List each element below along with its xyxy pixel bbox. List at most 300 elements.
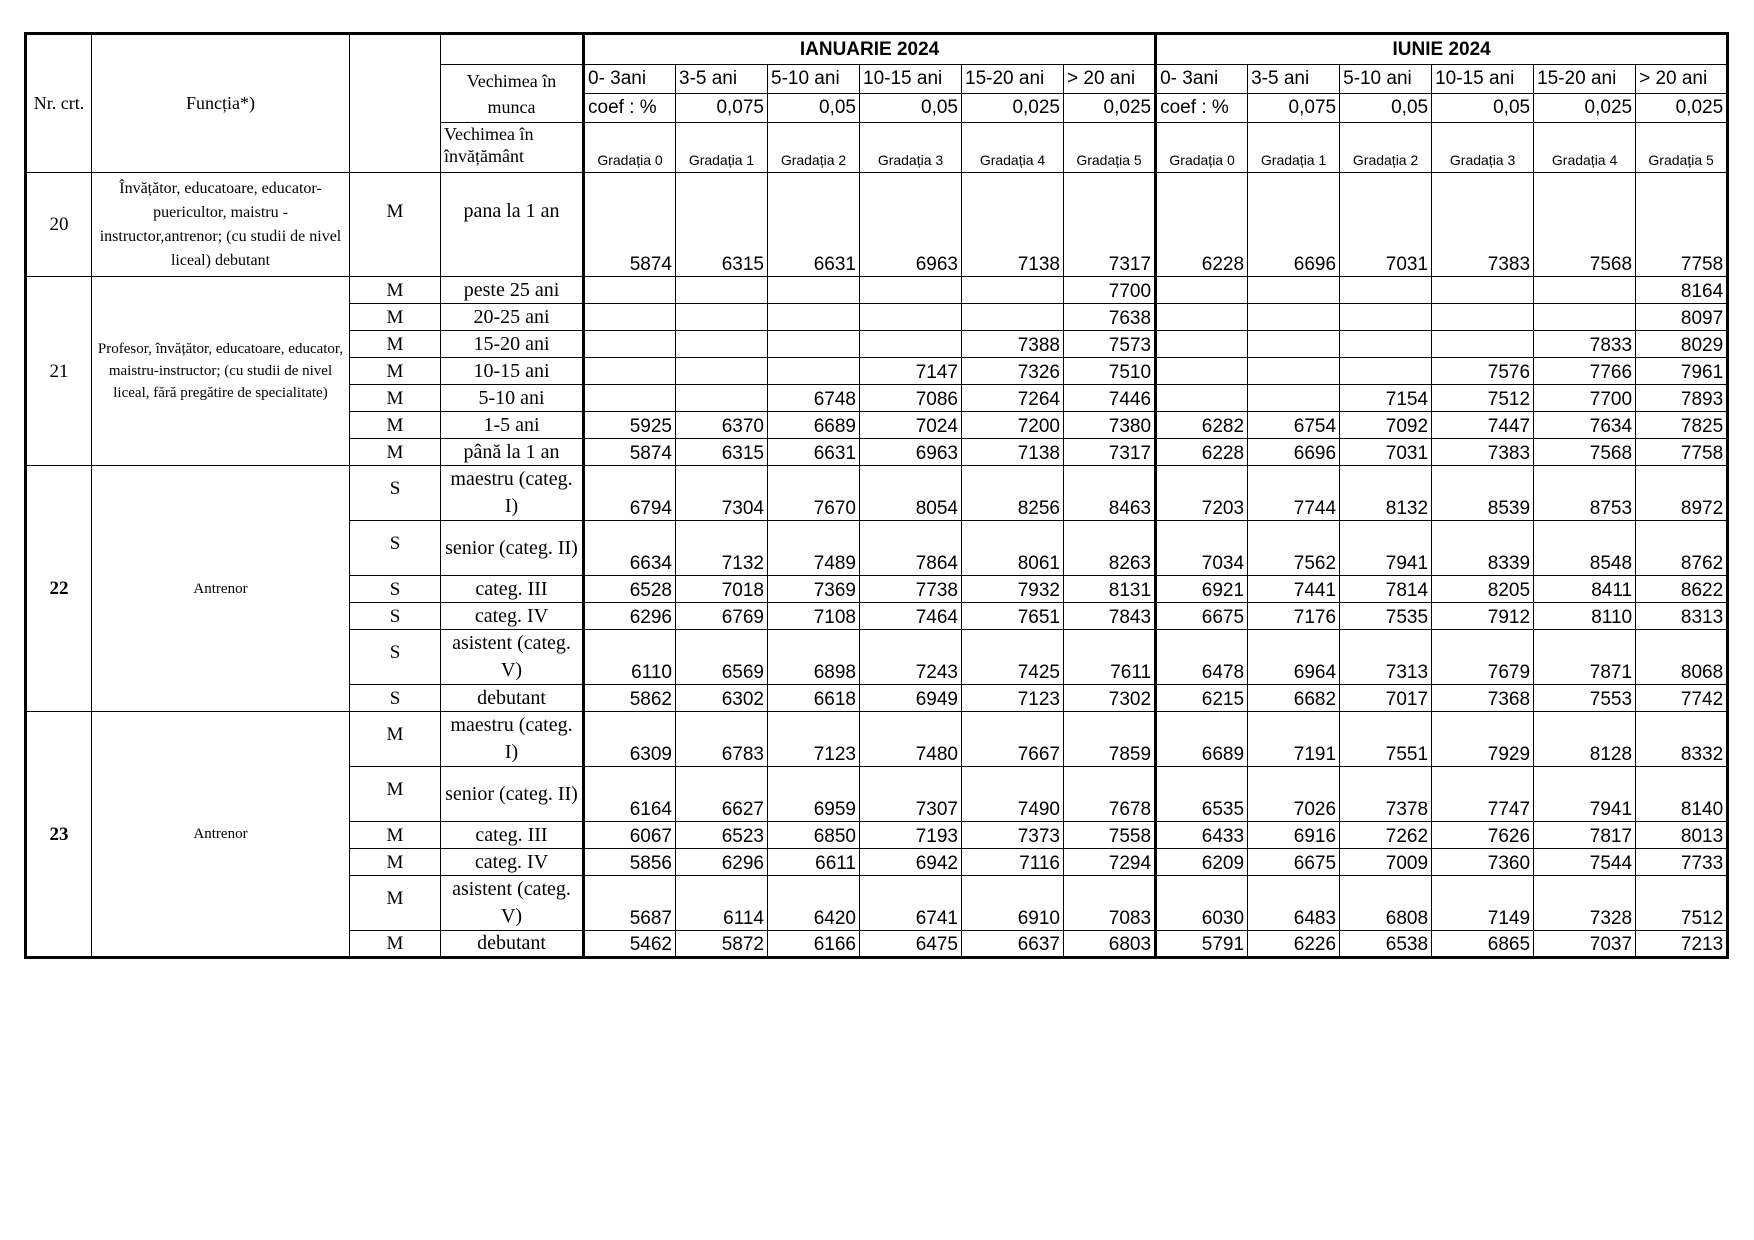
salary-value bbox=[768, 277, 860, 304]
salary-value: 8128 bbox=[1534, 712, 1636, 767]
salary-value: 7302 bbox=[1064, 685, 1156, 712]
salary-value: 7388 bbox=[962, 331, 1064, 358]
salary-value: 6942 bbox=[860, 849, 962, 876]
salary-value bbox=[584, 358, 676, 385]
nivel-studii: M bbox=[350, 712, 441, 767]
salary-value: 7307 bbox=[860, 767, 962, 822]
salary-value bbox=[1156, 385, 1248, 412]
salary-value: 7380 bbox=[1064, 412, 1156, 439]
salary-value: 7490 bbox=[962, 767, 1064, 822]
salary-value: 6741 bbox=[860, 876, 962, 931]
vechime-munca-header: Vechimea în munca bbox=[441, 65, 584, 123]
salary-value: 5687 bbox=[584, 876, 676, 931]
salary-value: 7747 bbox=[1432, 767, 1534, 822]
salary-value: 7360 bbox=[1432, 849, 1534, 876]
salary-value: 6226 bbox=[1248, 931, 1340, 958]
nivel-studii: M bbox=[350, 412, 441, 439]
salary-value: 7667 bbox=[962, 712, 1064, 767]
salary-value: 7558 bbox=[1064, 822, 1156, 849]
salary-value: 6794 bbox=[584, 466, 676, 521]
nivel-studii: M bbox=[350, 358, 441, 385]
salary-value: 6538 bbox=[1340, 931, 1432, 958]
salary-value: 8132 bbox=[1340, 466, 1432, 521]
salary-value bbox=[584, 277, 676, 304]
salary-value: 7510 bbox=[1064, 358, 1156, 385]
nivel-studii: S bbox=[350, 521, 441, 576]
salary-value bbox=[1340, 331, 1432, 358]
nivel-studii: M bbox=[350, 767, 441, 822]
salary-value: 8762 bbox=[1636, 521, 1728, 576]
salary-value: 7651 bbox=[962, 603, 1064, 630]
salary-value: 7116 bbox=[962, 849, 1064, 876]
range-header: 10-15 ani bbox=[860, 65, 962, 94]
salary-value bbox=[676, 304, 768, 331]
row-number: 21 bbox=[26, 277, 92, 466]
salary-value: 6963 bbox=[860, 173, 962, 277]
salary-value: 7893 bbox=[1636, 385, 1728, 412]
salary-value: 7383 bbox=[1432, 439, 1534, 466]
salary-value: 6696 bbox=[1248, 173, 1340, 277]
salary-value: 7912 bbox=[1432, 603, 1534, 630]
salary-value: 6689 bbox=[768, 412, 860, 439]
salary-value: 7086 bbox=[860, 385, 962, 412]
salary-value bbox=[676, 331, 768, 358]
salary-value: 6803 bbox=[1064, 931, 1156, 958]
salary-value: 6067 bbox=[584, 822, 676, 849]
vechime: asistent (categ. V) bbox=[441, 876, 584, 931]
salary-value: 8411 bbox=[1534, 576, 1636, 603]
salary-value bbox=[1340, 304, 1432, 331]
salary-value bbox=[676, 277, 768, 304]
salary-value bbox=[1156, 277, 1248, 304]
table-row bbox=[26, 173, 1728, 277]
salary-value: 7544 bbox=[1534, 849, 1636, 876]
salary-value: 8164 bbox=[1636, 277, 1728, 304]
functia-header: Funcția*) bbox=[92, 34, 350, 173]
salary-value: 7700 bbox=[1064, 277, 1156, 304]
salary-value bbox=[1432, 304, 1534, 331]
salary-value bbox=[676, 385, 768, 412]
salary-value bbox=[768, 304, 860, 331]
gradatie-header: Gradația 1 bbox=[1248, 123, 1340, 173]
vechime: până la 1 an bbox=[441, 439, 584, 466]
salary-value: 7843 bbox=[1064, 603, 1156, 630]
salary-value: 7941 bbox=[1340, 521, 1432, 576]
salary-value: 7031 bbox=[1340, 173, 1432, 277]
coef-header: 0,025 bbox=[1534, 94, 1636, 123]
salary-value: 7034 bbox=[1156, 521, 1248, 576]
salary-value: 7083 bbox=[1064, 876, 1156, 931]
salary-value: 7018 bbox=[676, 576, 768, 603]
salary-value: 6748 bbox=[768, 385, 860, 412]
salary-value bbox=[584, 304, 676, 331]
vechime: categ. IV bbox=[441, 849, 584, 876]
gradatie-header: Gradația 3 bbox=[860, 123, 962, 173]
salary-value: 6865 bbox=[1432, 931, 1534, 958]
range-header: 15-20 ani bbox=[962, 65, 1064, 94]
salary-value: 6634 bbox=[584, 521, 676, 576]
header-blank-cell bbox=[441, 34, 584, 65]
salary-value: 7859 bbox=[1064, 712, 1156, 767]
salary-value bbox=[676, 358, 768, 385]
salary-value: 7026 bbox=[1248, 767, 1340, 822]
salary-value: 7317 bbox=[1064, 439, 1156, 466]
vechime: categ. III bbox=[441, 822, 584, 849]
row-number: 22 bbox=[26, 466, 92, 712]
vechime: 5-10 ani bbox=[441, 385, 584, 412]
salary-value: 6528 bbox=[584, 576, 676, 603]
salary-value: 7304 bbox=[676, 466, 768, 521]
salary-value: 7373 bbox=[962, 822, 1064, 849]
salary-value: 6921 bbox=[1156, 576, 1248, 603]
salary-value: 8029 bbox=[1636, 331, 1728, 358]
salary-value bbox=[1156, 358, 1248, 385]
salary-value: 7864 bbox=[860, 521, 962, 576]
salary-value: 7573 bbox=[1064, 331, 1156, 358]
function-name: Învățător, educatoare, educator-puericultor, maistru - instructor,antrenor; (cu studii de nivel liceal) debutant bbox=[92, 173, 350, 277]
nivel-studii: M bbox=[350, 385, 441, 412]
nivel-studii: M bbox=[350, 931, 441, 958]
salary-value: 6315 bbox=[676, 173, 768, 277]
nivel-studii: M bbox=[350, 849, 441, 876]
salary-value: 7441 bbox=[1248, 576, 1340, 603]
salary-value: 7243 bbox=[860, 630, 962, 685]
vechime: categ. III bbox=[441, 576, 584, 603]
salary-value: 7383 bbox=[1432, 173, 1534, 277]
salary-value: 7512 bbox=[1432, 385, 1534, 412]
salary-value: 6754 bbox=[1248, 412, 1340, 439]
gradatie-header: Gradația 2 bbox=[1340, 123, 1432, 173]
gradatie-header: Gradația 0 bbox=[1156, 123, 1248, 173]
salary-value: 6689 bbox=[1156, 712, 1248, 767]
salary-value: 7758 bbox=[1636, 439, 1728, 466]
salary-value: 8339 bbox=[1432, 521, 1534, 576]
salary-value bbox=[1534, 277, 1636, 304]
salary-value: 7733 bbox=[1636, 849, 1728, 876]
salary-value: 7447 bbox=[1432, 412, 1534, 439]
salary-value: 7929 bbox=[1432, 712, 1534, 767]
salary-value: 6910 bbox=[962, 876, 1064, 931]
gradatie-header: Gradația 0 bbox=[584, 123, 676, 173]
salary-value: 6309 bbox=[584, 712, 676, 767]
salary-value: 7626 bbox=[1432, 822, 1534, 849]
gradatie-header: Gradația 3 bbox=[1432, 123, 1534, 173]
salary-value: 7193 bbox=[860, 822, 962, 849]
salary-value bbox=[584, 385, 676, 412]
salary-value: 7480 bbox=[860, 712, 962, 767]
salary-value: 7176 bbox=[1248, 603, 1340, 630]
salary-value bbox=[860, 304, 962, 331]
salary-value: 7568 bbox=[1534, 173, 1636, 277]
salary-value: 8313 bbox=[1636, 603, 1728, 630]
salary-value: 8622 bbox=[1636, 576, 1728, 603]
salary-value bbox=[962, 277, 1064, 304]
salary-value bbox=[962, 304, 1064, 331]
salary-value: 8548 bbox=[1534, 521, 1636, 576]
gradatie-header: Gradația 5 bbox=[1636, 123, 1728, 173]
salary-value: 7742 bbox=[1636, 685, 1728, 712]
salary-value: 5862 bbox=[584, 685, 676, 712]
salary-value bbox=[1248, 358, 1340, 385]
salary-value: 7138 bbox=[962, 173, 1064, 277]
coef-header: 0,05 bbox=[1432, 94, 1534, 123]
row-number: 20 bbox=[26, 173, 92, 277]
range-header: 3-5 ani bbox=[1248, 65, 1340, 94]
salary-value: 7425 bbox=[962, 630, 1064, 685]
nivel-studii: S bbox=[350, 685, 441, 712]
salary-value bbox=[1156, 331, 1248, 358]
salary-value: 6282 bbox=[1156, 412, 1248, 439]
gradatie-header: Gradația 4 bbox=[1534, 123, 1636, 173]
salary-value: 7369 bbox=[768, 576, 860, 603]
salary-value: 6959 bbox=[768, 767, 860, 822]
salary-value: 7037 bbox=[1534, 931, 1636, 958]
salary-value: 6783 bbox=[676, 712, 768, 767]
salary-value: 6675 bbox=[1248, 849, 1340, 876]
salary-value: 6637 bbox=[962, 931, 1064, 958]
salary-value bbox=[768, 331, 860, 358]
salary-value: 6569 bbox=[676, 630, 768, 685]
nivel-studii: M bbox=[350, 304, 441, 331]
salary-value bbox=[1340, 277, 1432, 304]
salary-value: 7147 bbox=[860, 358, 962, 385]
salary-value: 7328 bbox=[1534, 876, 1636, 931]
nivel-studii: S bbox=[350, 576, 441, 603]
salary-value: 6228 bbox=[1156, 173, 1248, 277]
salary-value: 7744 bbox=[1248, 466, 1340, 521]
range-header: 5-10 ani bbox=[768, 65, 860, 94]
salary-value: 7833 bbox=[1534, 331, 1636, 358]
salary-value: 7679 bbox=[1432, 630, 1534, 685]
salary-value bbox=[1248, 331, 1340, 358]
range-header: 0- 3ani bbox=[1156, 65, 1248, 94]
vechime: pana la 1 an bbox=[441, 173, 584, 277]
salary-value: 6228 bbox=[1156, 439, 1248, 466]
salary-value: 7670 bbox=[768, 466, 860, 521]
salary-value: 7123 bbox=[962, 685, 1064, 712]
salary-value: 7766 bbox=[1534, 358, 1636, 385]
salary-value: 8205 bbox=[1432, 576, 1534, 603]
salary-value: 8131 bbox=[1064, 576, 1156, 603]
salary-value: 6209 bbox=[1156, 849, 1248, 876]
range-header: 0- 3ani bbox=[584, 65, 676, 94]
salary-value: 6523 bbox=[676, 822, 768, 849]
salary-value: 7326 bbox=[962, 358, 1064, 385]
gradatie-header: Gradația 4 bbox=[962, 123, 1064, 173]
salary-value: 7213 bbox=[1636, 931, 1728, 958]
salary-table bbox=[24, 32, 1729, 959]
salary-value bbox=[1432, 277, 1534, 304]
salary-value: 7553 bbox=[1534, 685, 1636, 712]
salary-value: 6916 bbox=[1248, 822, 1340, 849]
salary-value: 6370 bbox=[676, 412, 768, 439]
function-name: Antrenor bbox=[92, 466, 350, 712]
nivel-studii: S bbox=[350, 603, 441, 630]
salary-value: 8463 bbox=[1064, 466, 1156, 521]
salary-value: 6949 bbox=[860, 685, 962, 712]
salary-value bbox=[860, 331, 962, 358]
coef-header: 0,075 bbox=[1248, 94, 1340, 123]
salary-value bbox=[584, 331, 676, 358]
coef-header: coef : % bbox=[584, 94, 676, 123]
nivel-studii: M bbox=[350, 277, 441, 304]
vechime: 15-20 ani bbox=[441, 331, 584, 358]
table-row bbox=[26, 277, 1728, 304]
salary-value: 7738 bbox=[860, 576, 962, 603]
salary-value: 8068 bbox=[1636, 630, 1728, 685]
salary-value: 7264 bbox=[962, 385, 1064, 412]
vechime: maestru (categ. I) bbox=[441, 466, 584, 521]
salary-value: 6475 bbox=[860, 931, 962, 958]
salary-value: 8110 bbox=[1534, 603, 1636, 630]
salary-value bbox=[1534, 304, 1636, 331]
salary-value: 6114 bbox=[676, 876, 768, 931]
salary-value: 6030 bbox=[1156, 876, 1248, 931]
salary-value: 7446 bbox=[1064, 385, 1156, 412]
salary-value bbox=[1340, 358, 1432, 385]
salary-value bbox=[1156, 304, 1248, 331]
salary-value: 7489 bbox=[768, 521, 860, 576]
table-row bbox=[26, 466, 1728, 521]
salary-value: 7313 bbox=[1340, 630, 1432, 685]
salary-value: 8054 bbox=[860, 466, 962, 521]
vechime: debutant bbox=[441, 931, 584, 958]
salary-value: 7368 bbox=[1432, 685, 1534, 712]
salary-value: 6675 bbox=[1156, 603, 1248, 630]
salary-value: 6682 bbox=[1248, 685, 1340, 712]
salary-value: 5874 bbox=[584, 439, 676, 466]
salary-value: 6963 bbox=[860, 439, 962, 466]
salary-value: 6110 bbox=[584, 630, 676, 685]
salary-value: 6296 bbox=[676, 849, 768, 876]
salary-value: 6215 bbox=[1156, 685, 1248, 712]
salary-value: 7551 bbox=[1340, 712, 1432, 767]
salary-value: 6769 bbox=[676, 603, 768, 630]
table-row bbox=[26, 712, 1728, 767]
salary-value: 7294 bbox=[1064, 849, 1156, 876]
salary-value: 6618 bbox=[768, 685, 860, 712]
salary-value: 7149 bbox=[1432, 876, 1534, 931]
vechime: debutant bbox=[441, 685, 584, 712]
salary-value bbox=[768, 358, 860, 385]
nivel-studii: M bbox=[350, 822, 441, 849]
gradatie-header: Gradația 1 bbox=[676, 123, 768, 173]
nr-crt-header: Nr. crt. bbox=[26, 34, 92, 173]
function-name: Antrenor bbox=[92, 712, 350, 958]
salary-value: 7009 bbox=[1340, 849, 1432, 876]
salary-value: 7132 bbox=[676, 521, 768, 576]
range-header: 3-5 ani bbox=[676, 65, 768, 94]
function-name: Profesor, învățător, educatoare, educator, maistru-instructor; (cu studii de nivel liceal, fără pregătire de specialitate) bbox=[92, 277, 350, 466]
vechime: senior (categ. II) bbox=[441, 521, 584, 576]
salary-value: 7814 bbox=[1340, 576, 1432, 603]
nivel-studii: M bbox=[350, 876, 441, 931]
salary-value: 6611 bbox=[768, 849, 860, 876]
salary-value: 7200 bbox=[962, 412, 1064, 439]
salary-value: 7512 bbox=[1636, 876, 1728, 931]
salary-value: 6631 bbox=[768, 439, 860, 466]
salary-value: 7123 bbox=[768, 712, 860, 767]
gradatie-header: Gradația 5 bbox=[1064, 123, 1156, 173]
salary-value: 7262 bbox=[1340, 822, 1432, 849]
vechime: 20-25 ani bbox=[441, 304, 584, 331]
nivel-studii: M bbox=[350, 173, 441, 277]
salary-value: 7638 bbox=[1064, 304, 1156, 331]
vechime: peste 25 ani bbox=[441, 277, 584, 304]
salary-value: 5462 bbox=[584, 931, 676, 958]
salary-value: 6420 bbox=[768, 876, 860, 931]
salary-value: 6296 bbox=[584, 603, 676, 630]
salary-value: 7758 bbox=[1636, 173, 1728, 277]
salary-value: 7678 bbox=[1064, 767, 1156, 822]
coef-header: 0,05 bbox=[860, 94, 962, 123]
salary-value: 7203 bbox=[1156, 466, 1248, 521]
salary-value: 6433 bbox=[1156, 822, 1248, 849]
salary-value: 6483 bbox=[1248, 876, 1340, 931]
salary-value bbox=[1248, 385, 1340, 412]
salary-value: 7700 bbox=[1534, 385, 1636, 412]
salary-value: 8061 bbox=[962, 521, 1064, 576]
salary-value: 6627 bbox=[676, 767, 768, 822]
vechime: categ. IV bbox=[441, 603, 584, 630]
salary-value: 7017 bbox=[1340, 685, 1432, 712]
salary-value: 7154 bbox=[1340, 385, 1432, 412]
salary-value: 8013 bbox=[1636, 822, 1728, 849]
salary-value: 7961 bbox=[1636, 358, 1728, 385]
salary-value: 8539 bbox=[1432, 466, 1534, 521]
vechime: asistent (categ. V) bbox=[441, 630, 584, 685]
coef-header: 0,075 bbox=[676, 94, 768, 123]
salary-value: 6478 bbox=[1156, 630, 1248, 685]
salary-value: 8263 bbox=[1064, 521, 1156, 576]
range-header: > 20 ani bbox=[1636, 65, 1728, 94]
salary-value: 8256 bbox=[962, 466, 1064, 521]
salary-value: 6631 bbox=[768, 173, 860, 277]
range-header: 10-15 ani bbox=[1432, 65, 1534, 94]
salary-value: 7031 bbox=[1340, 439, 1432, 466]
salary-value: 5872 bbox=[676, 931, 768, 958]
salary-value: 5874 bbox=[584, 173, 676, 277]
coef-header: 0,05 bbox=[768, 94, 860, 123]
salary-value: 7576 bbox=[1432, 358, 1534, 385]
salary-value: 6850 bbox=[768, 822, 860, 849]
salary-value: 8140 bbox=[1636, 767, 1728, 822]
salary-value: 7932 bbox=[962, 576, 1064, 603]
salary-value bbox=[1248, 277, 1340, 304]
salary-value: 6808 bbox=[1340, 876, 1432, 931]
vechime: 1-5 ani bbox=[441, 412, 584, 439]
coef-header: 0,025 bbox=[962, 94, 1064, 123]
salary-value bbox=[860, 277, 962, 304]
vechime-invatamant-header: Vechimea în învățământ bbox=[441, 123, 584, 173]
salary-value: 8972 bbox=[1636, 466, 1728, 521]
coef-header: 0,025 bbox=[1064, 94, 1156, 123]
salary-value: 5856 bbox=[584, 849, 676, 876]
salary-value: 6898 bbox=[768, 630, 860, 685]
nivel-studii: S bbox=[350, 466, 441, 521]
salary-value bbox=[1432, 331, 1534, 358]
salary-value: 7108 bbox=[768, 603, 860, 630]
salary-value: 7317 bbox=[1064, 173, 1156, 277]
salary-value: 6166 bbox=[768, 931, 860, 958]
gradatie-header: Gradația 2 bbox=[768, 123, 860, 173]
nivel-studii: M bbox=[350, 439, 441, 466]
salary-value: 8753 bbox=[1534, 466, 1636, 521]
salary-value: 6164 bbox=[584, 767, 676, 822]
salary-value: 7568 bbox=[1534, 439, 1636, 466]
salary-value: 6964 bbox=[1248, 630, 1340, 685]
vechime: senior (categ. II) bbox=[441, 767, 584, 822]
